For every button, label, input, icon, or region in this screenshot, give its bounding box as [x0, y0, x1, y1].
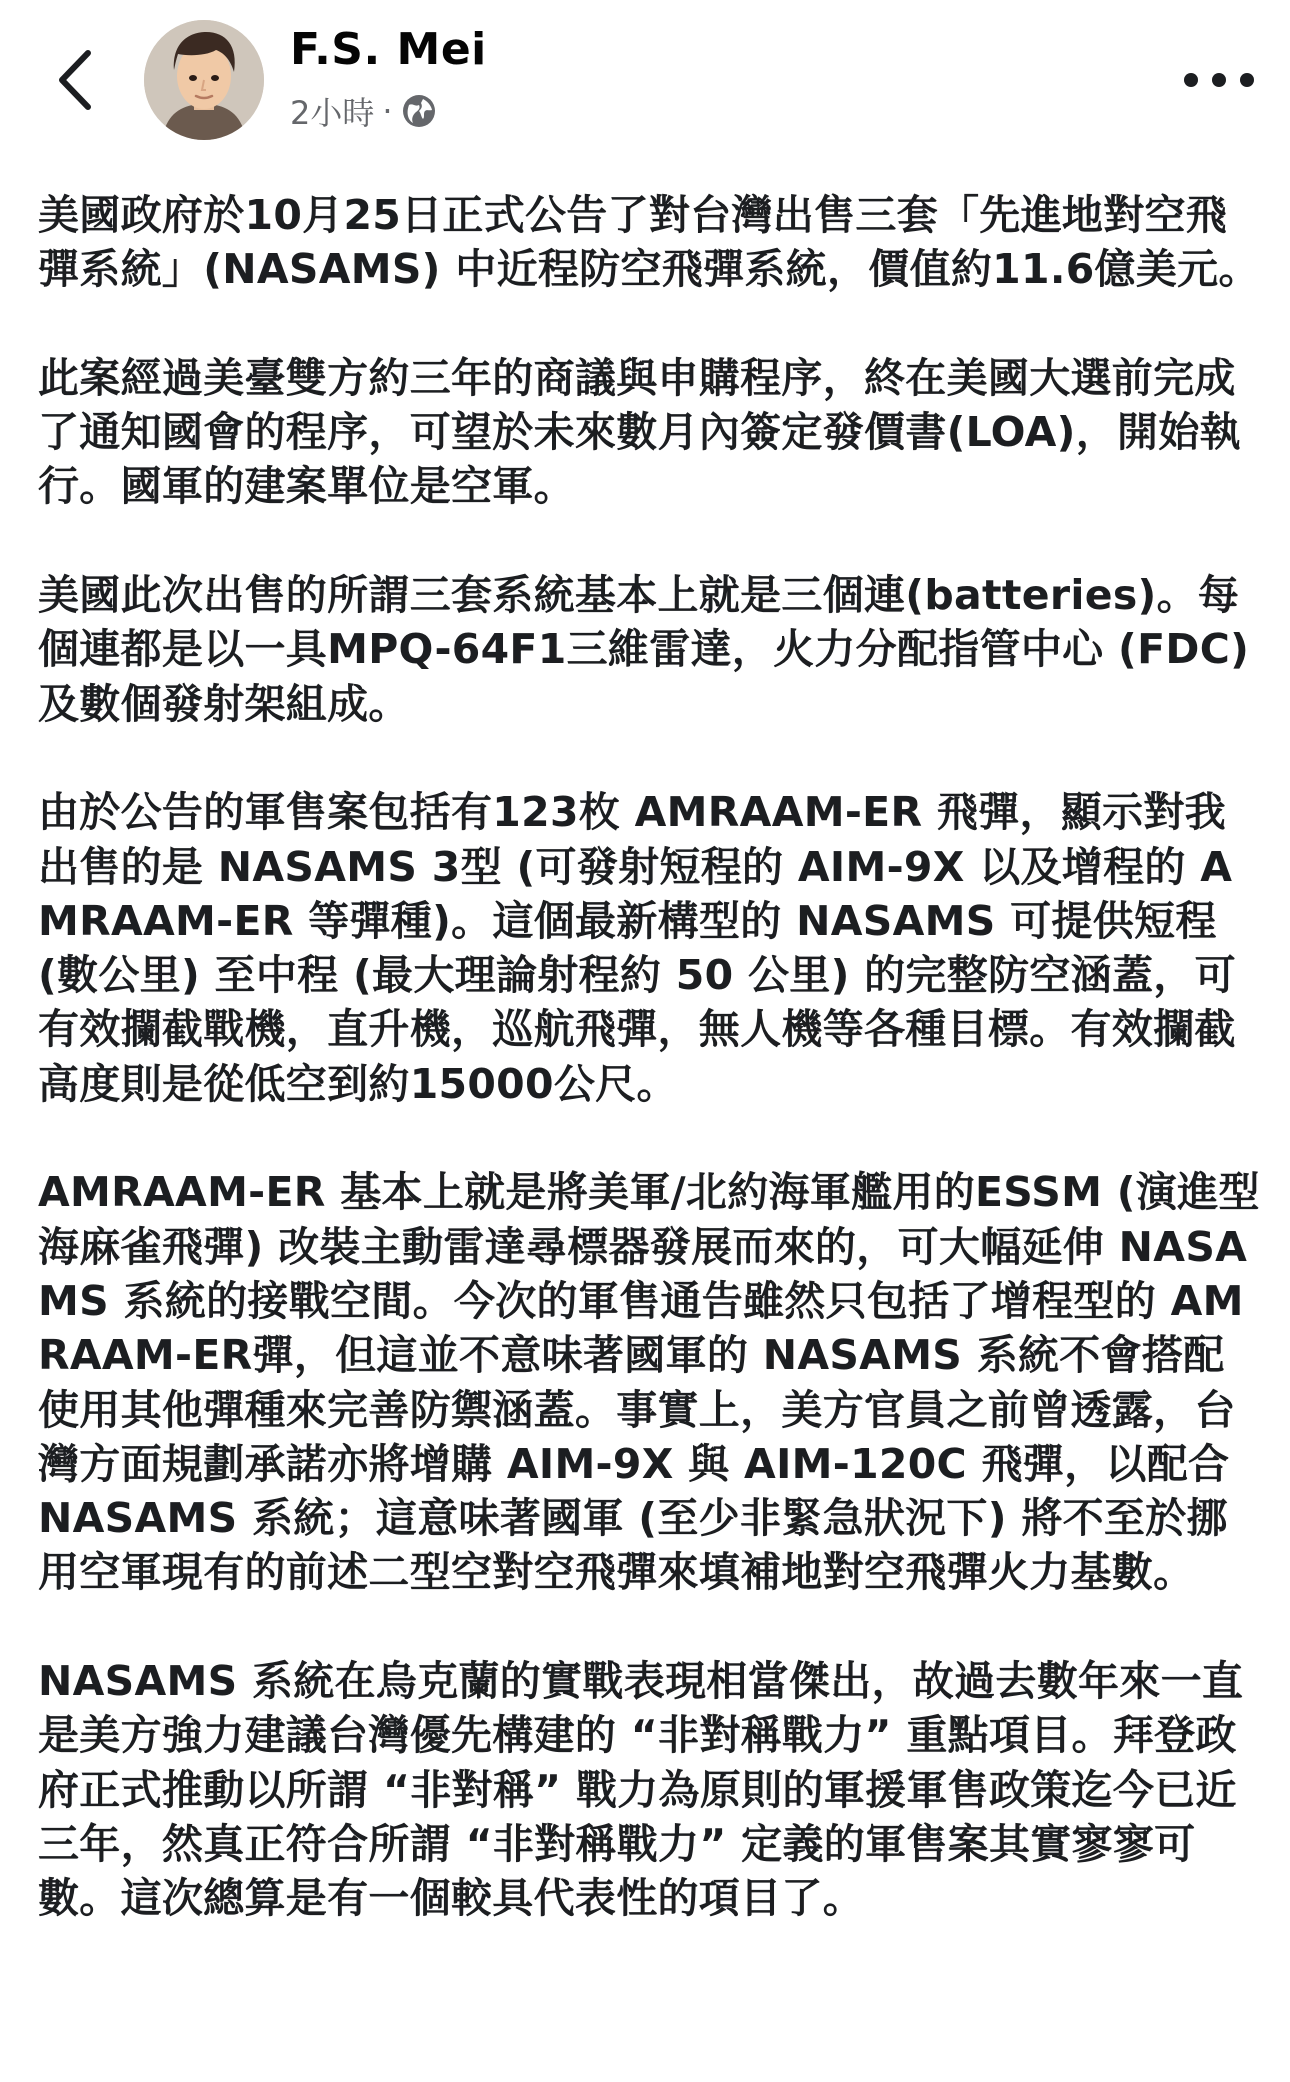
avatar[interactable] — [144, 20, 264, 140]
more-dots-icon — [1212, 73, 1226, 87]
globe-icon[interactable] — [401, 93, 437, 129]
post-paragraph: 此案經過美臺雙方約三年的商議與申購程序，終在美國大選前完成了通知國會的程序，可望於未來數月內簽定發價書(LOA)，開始執行。國軍的建案單位是空軍。 — [38, 353, 1241, 511]
chevron-left-icon — [56, 49, 92, 111]
more-dots-icon — [1184, 73, 1198, 87]
more-dots-icon — [1240, 73, 1254, 87]
post-paragraph: 由於公告的軍售案包括有123枚 AMRAAM-ER 飛彈，顯示對我出售的是 NASAMS 3型 (可發射短程的 AIM-9X 以及增程的 AMRAAM-ER 等彈種)。這個最新構型的 NASAMS 可提供短程 (數公里) 至中程 (最大理論射程約 50 公里) 的完整防空涵蓋，可有效攔截戰機，直升機，巡航飛彈，無人機等各種目標。有效攔截高度則是從低空到約15000公尺。 — [38, 788, 1236, 1108]
author-name[interactable]: F.S. Mei — [290, 24, 487, 75]
post-meta — [290, 88, 437, 134]
post-time: 2小時 — [290, 94, 375, 132]
post-paragraph: 美國政府於10月25日正式公告了對台灣出售三套「先進地對空飛彈系統」(NASAMS) 中近程防空飛彈系統，價值約11.6億美元。 — [38, 191, 1260, 294]
back-button[interactable] — [44, 42, 104, 118]
post-paragraph: 美國此次出售的所謂三套系統基本上就是三個連(batteries)。每個連都是以一具MPQ-64F1三維雷達，火力分配指管中心 (FDC) 及數個發射架組成。 — [38, 571, 1250, 728]
meta-separator: · — [382, 92, 393, 130]
post-paragraph: NASAMS 系統在烏克蘭的實戰表現相當傑出，故過去數年來一直是美方強力建議台灣優先構建的 “非對稱戰力” 重點項目。拜登政府正式推動以所謂 “非對稱” 戰力為原則的軍援軍售政策迄今已近三年，然真正符合所謂 “非對稱戰力” 定義的軍售案其實寥寥可數。這次總算是有一個較具代表性的項目了。 — [38, 1657, 1244, 1923]
post-header — [0, 0, 1290, 150]
post-paragraph: AMRAAM-ER 基本上就是將美軍/北約海軍艦用的ESSM (演進型海麻雀飛彈) 改裝主動雷達尋標器發展而來的，可大幅延伸 NASAMS 系統的接戰空間。今次的軍售通告雖然只包括了增程型的 AMRAAM-ER彈，但這並不意味著國軍的 NASAMS 系統不會搭配使用其他彈種來完善防禦涵蓋。事實上，美方官員之前曾透露，台灣方面規劃承諾亦將增購 AIM-9X 與 AIM-120C 飛彈，以配合 NASAMS 系統；這意味著國軍 (至少非緊急狀況下) 將不至於挪用空軍現有的前述二型空對空飛彈來填補地對空飛彈火力基數。 — [38, 1168, 1260, 1597]
post-body — [38, 188, 1260, 1980]
more-options-button[interactable] — [1184, 60, 1254, 100]
